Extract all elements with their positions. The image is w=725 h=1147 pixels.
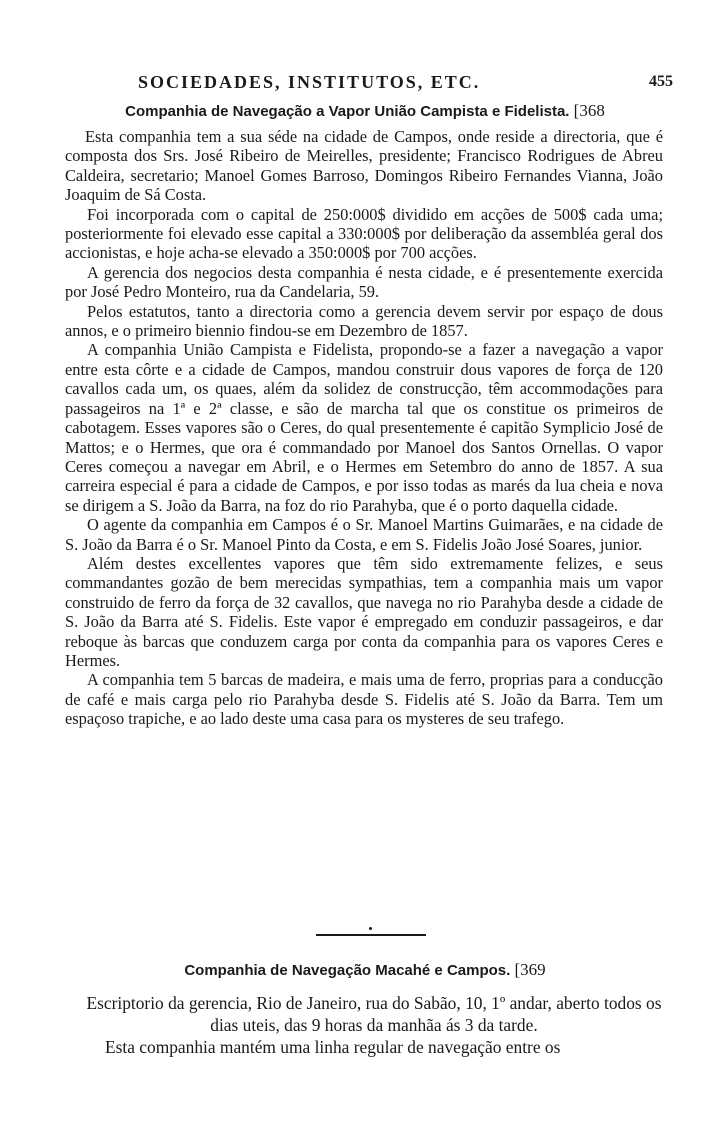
paragraph: Esta companhia mantém uma linha regular de navegação entre os xyxy=(105,1037,561,1057)
paragraph: A gerencia dos negocios desta companhia é nesta cidade, e é presentemente exercida por José Pedro Monteiro, rua da Candelaria, 59. xyxy=(65,262,663,302)
section-body-368 xyxy=(65,127,663,729)
section-body-369 xyxy=(85,992,663,1058)
section-heading-369 xyxy=(60,960,670,980)
section-title: Companhia de Navegação a Vapor União Campista e Fidelista. xyxy=(125,103,570,120)
section-number: [369 xyxy=(514,960,546,979)
running-head xyxy=(0,72,725,96)
section-title: Companhia de Navegação Macahé e Campos. xyxy=(184,962,511,979)
page-number: 455 xyxy=(649,73,673,90)
paragraph: Pelos estatutos, tanto a directoria como a gerencia devem servir por espaço de dous annos, e o primeiro biennio findou-se em Dezembro de 1857. xyxy=(65,301,663,341)
paragraph: A companhia tem 5 barcas de madeira, e mais uma de ferro, proprias para a conducção de café e mais carga pelo rio Parahyba desde S. Fidelis até S. João da Barra. Tem um espaçoso trapiche, e ao lado deste uma casa para os mysteres de seu trafego. xyxy=(65,670,663,729)
paragraph: Além destes excellentes vapores que têm sido extremamente felizes, e seus commandantes gozão de bem merecidas sympathias, tem a companhia mais um vapor construido de ferro da força de 32 cavallos, que navega no rio Parahyba desde a cidade de S. João da Barra até S. Fidelis. Este vapor é empregado em conduzir passageiros, e dar reboque às barcas que conduzem carga por conta da companhia para os vapores Ceres e Hermes. xyxy=(65,553,663,670)
section-divider xyxy=(316,934,426,936)
paragraph: Foi incorporada com o capital de 250:000$ dividido em acções de 500$ cada uma; posteriormente foi elevado esse capital a 330:000$ por deliberação da assembléa geral dos accionistas, e hoje acha-se elevado a 350:000$ por 700 acções. xyxy=(65,204,663,263)
paragraph: Esta companhia tem a sua séde na cidade de Campos, onde reside a directoria, que é composta dos Srs. José Ribeiro de Meirelles, presidente; Francisco Rodrigues de Abreu Caldeira, secretario; Manoel Gomes Barroso, Domingos Ribeiro Fernandes Vianna, João Joaquim de Sá Costa. xyxy=(65,127,663,205)
paragraph: O agente da companhia em Campos é o Sr. Manoel Martins Guimarães, e na cidade de S. João da Barra é o Sr. Manoel Pinto da Costa, e em S. Fidelis João José Soares, junior. xyxy=(65,515,663,554)
section-heading-368 xyxy=(60,101,670,121)
divider-dot xyxy=(369,927,372,930)
section-number: [368 xyxy=(573,101,605,120)
running-title: SOCIEDADES, INSTITUTOS, ETC. xyxy=(138,72,481,92)
paragraph: Escriptorio da gerencia, Rio de Janeiro, rua do Sabão, 10, 1º andar, aberto todos os dias uteis, das 9 horas da manhãa ás 3 da tarde. xyxy=(86,993,662,1035)
paragraph: A companhia União Campista e Fidelista, propondo-se a fazer a navegação a vapor entre esta côrte e a cidade de Campos, mandou construir dous vapores de força de 120 cavallos cada um, os quaes, além da solidez de construcção, têm accommodações para passageiros na 1ª e 2ª classe, e são de marcha tal que os constitue os primeiros de cabotagem. Esses vapores são o Ceres, do qual presentemente é capitão Symplicio José de Mattos; e o Hermes, que ora é commandado por Manoel dos Santos Ornellas. O vapor Ceres começou a navegar em Abril, e o Hermes em Setembro do anno de 1857. A sua carreira especial é para a cidade de Campos, e por isso todas as marés da lua cheia e nova se dirigem a S. João da Barra, na foz do rio Parahyba, que é o porto daquella cidade. xyxy=(65,340,663,515)
